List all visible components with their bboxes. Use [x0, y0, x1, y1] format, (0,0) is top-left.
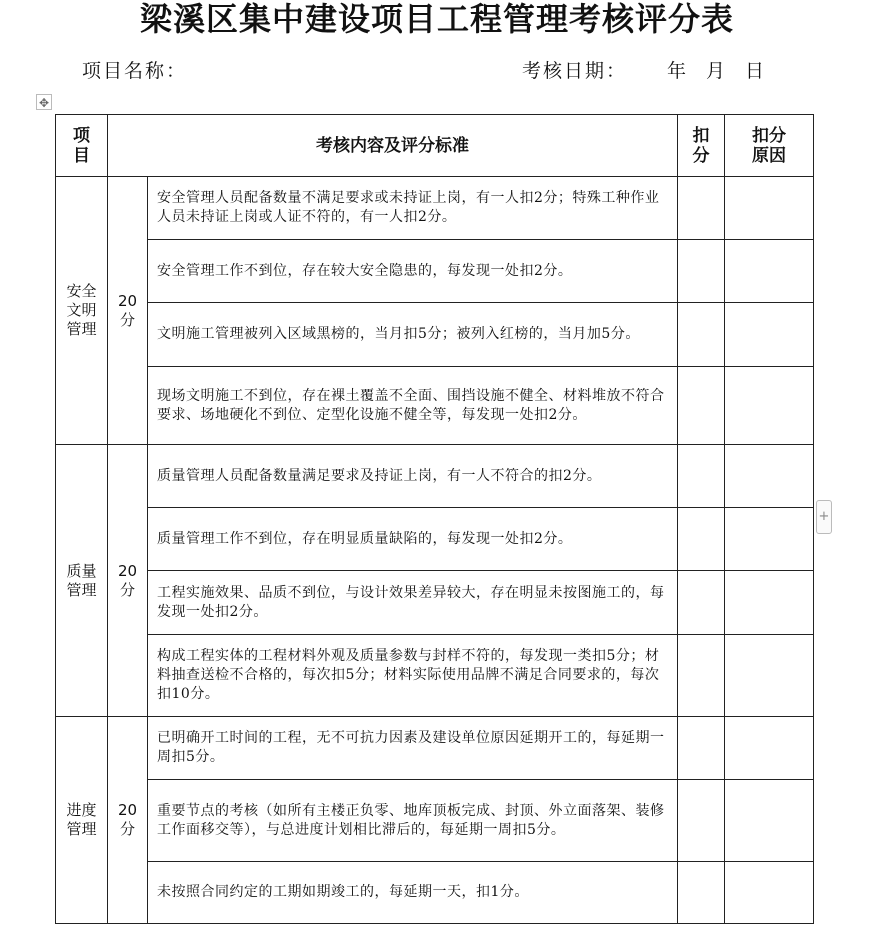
- reason-cell[interactable]: [725, 717, 814, 780]
- category-cell: 安全文明管理: [56, 177, 108, 445]
- criteria-cell: 重要节点的考核（如所有主楼正负零、地库顶板完成、封顶、外立面落架、装修工作面移交等），与总进度计划相比滞后的，每延期一周扣5分。: [148, 780, 678, 862]
- table-row: [56, 780, 814, 862]
- reason-cell[interactable]: [725, 780, 814, 862]
- deduct-cell[interactable]: [678, 445, 725, 508]
- score-cell: 20分: [108, 717, 148, 924]
- table-row: [56, 862, 814, 924]
- table-row: [56, 367, 814, 445]
- criteria-cell: 未按照合同约定的工期如期竣工的，每延期一天，扣1分。: [148, 862, 678, 924]
- deduct-cell[interactable]: [678, 571, 725, 635]
- deduct-cell[interactable]: [678, 780, 725, 862]
- assessment-date-label: 考核日期：: [522, 60, 628, 82]
- table-row: [56, 635, 814, 717]
- category-cell: 质量管理: [56, 445, 108, 717]
- reason-cell[interactable]: [725, 635, 814, 717]
- page-title: 梁溪区集中建设项目工程管理考核评分表: [139, 0, 734, 38]
- criteria-cell: 构成工程实体的工程材料外观及质量参数与封样不符的，每发现一类扣5分；材料抽查送检不合格的，每次扣5分；材料实际使用品牌不满足合同要求的，每次扣10分。: [148, 635, 678, 717]
- assessment-date-field: [522, 58, 766, 84]
- deduct-cell[interactable]: [678, 862, 725, 924]
- reason-cell[interactable]: [725, 571, 814, 635]
- header-reason: 扣分原因: [725, 115, 814, 177]
- criteria-cell: 文明施工管理被列入区域黑榜的，当月扣5分；被列入红榜的，当月加5分。: [148, 303, 678, 367]
- table-row: [56, 508, 814, 571]
- scoring-table: [55, 114, 814, 924]
- table-row: [56, 177, 814, 240]
- reason-cell[interactable]: [725, 303, 814, 367]
- reason-cell[interactable]: [725, 445, 814, 508]
- deduct-cell[interactable]: [678, 635, 725, 717]
- deduct-cell[interactable]: [678, 717, 725, 780]
- deduct-cell[interactable]: [678, 177, 725, 240]
- project-name-field: [82, 58, 187, 84]
- criteria-cell: 质量管理工作不到位，存在明显质量缺陷的，每发现一处扣2分。: [148, 508, 678, 571]
- deduct-cell[interactable]: [678, 367, 725, 445]
- table-header-row: [56, 115, 814, 177]
- date-year: 年: [667, 60, 689, 82]
- deduct-cell[interactable]: [678, 508, 725, 571]
- criteria-cell: 现场文明施工不到位，存在裸土覆盖不全面、围挡设施不健全、材料堆放不符合要求、场地硬化不到位、定型化设施不健全等，每发现一处扣2分。: [148, 367, 678, 445]
- project-name-label: 项目名称：: [82, 60, 188, 82]
- reason-cell[interactable]: [725, 508, 814, 571]
- criteria-cell: 工程实施效果、品质不到位，与设计效果差异较大，存在明显未按图施工的，每发现一处扣2分。: [148, 571, 678, 635]
- score-cell: 20分: [108, 445, 148, 717]
- reason-cell[interactable]: [725, 862, 814, 924]
- deduct-cell[interactable]: [678, 303, 725, 367]
- header-item: 项目: [56, 115, 108, 177]
- table-row: [56, 571, 814, 635]
- table-row: [56, 717, 814, 780]
- category-cell: 进度管理: [56, 717, 108, 924]
- deduct-cell[interactable]: [678, 240, 725, 303]
- table-move-handle-icon[interactable]: ✥: [36, 94, 52, 110]
- criteria-cell: 已明确开工时间的工程，无不可抗力因素及建设单位原因延期开工的，每延期一周扣5分。: [148, 717, 678, 780]
- score-cell: 20分: [108, 177, 148, 445]
- table-row: [56, 240, 814, 303]
- criteria-cell: 质量管理人员配备数量满足要求及持证上岗，有一人不符合的扣2分。: [148, 445, 678, 508]
- add-column-icon[interactable]: +: [816, 500, 832, 534]
- date-month: 月: [706, 60, 728, 82]
- reason-cell[interactable]: [725, 177, 814, 240]
- criteria-cell: 安全管理人员配备数量不满足要求或未持证上岗，有一人扣2分；特殊工种作业人员未持证上岗或人证不符的，有一人扣2分。: [148, 177, 678, 240]
- reason-cell[interactable]: [725, 240, 814, 303]
- table-row: [56, 303, 814, 367]
- date-day: 日: [745, 60, 767, 82]
- header-deduct: 扣分: [678, 115, 725, 177]
- reason-cell[interactable]: [725, 367, 814, 445]
- header-content: 考核内容及评分标准: [108, 115, 678, 177]
- criteria-cell: 安全管理工作不到位，存在较大安全隐患的，每发现一处扣2分。: [148, 240, 678, 303]
- table-row: [56, 445, 814, 508]
